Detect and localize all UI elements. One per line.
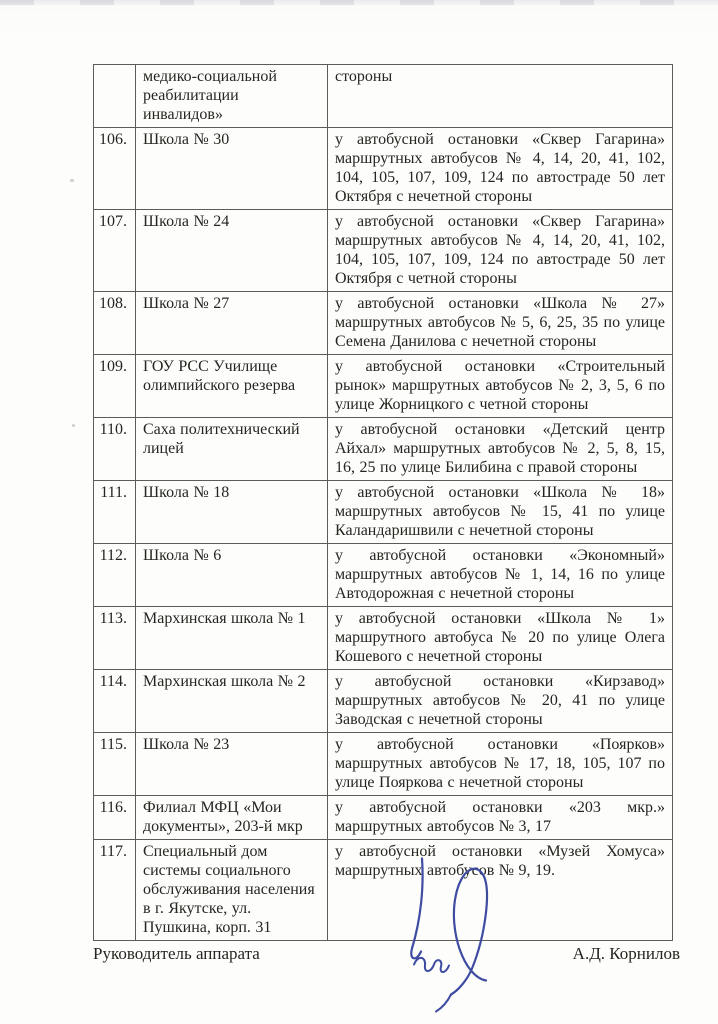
table-row <box>94 210 673 292</box>
row-number-cell: 114. <box>94 670 136 733</box>
institution-cell: Филиал МФЦ «Мои документы», 203-й мкр <box>136 796 328 840</box>
table-row <box>94 670 673 733</box>
row-number-cell: 113. <box>94 607 136 670</box>
institution-cell: Саха политехнический лицей <box>136 418 328 481</box>
scan-edge-artifact <box>0 0 718 5</box>
row-number-cell: 109. <box>94 355 136 418</box>
table-row <box>94 128 673 210</box>
row-number-cell: 107. <box>94 210 136 292</box>
location-cell: у автобусной остановки «Кирзавод» маршрутных автобусов № 20, 41 по улице Заводская с нечетной стороны <box>328 670 673 733</box>
location-cell: у автобусной остановки «203 мкр.» маршрутных автобусов № 3, 17 <box>328 796 673 840</box>
row-number-cell: 117. <box>94 840 136 941</box>
row-number-cell: 112. <box>94 544 136 607</box>
location-cell: у автобусной остановки «Детский центр Айхал» маршрутных автобусов № 2, 5, 8, 15, 16, 25 по улице Билибина с правой стороны <box>328 418 673 481</box>
table-row <box>94 481 673 544</box>
location-cell: у автобусной остановки «Сквер Гагарина» маршрутных автобусов № 4, 14, 20, 41, 102, 104, 105, 107, 109, 124 по автостраде 50 лет Октября с нечетной стороны <box>328 128 673 210</box>
row-number-cell: 106. <box>94 128 136 210</box>
location-cell: у автобусной остановки «Экономный» маршрутных автобусов № 1, 14, 16 по улице Автодорожная с нечетной стороны <box>328 544 673 607</box>
table-row <box>94 355 673 418</box>
footer-signer-name: А.Д. Корнилов <box>572 944 680 963</box>
scan-speck <box>628 139 632 142</box>
table-row <box>94 292 673 355</box>
location-cell: у автобусной остановки «Поярков» маршрутных автобусов № 17, 18, 105, 107 по улице Пояркова с нечетной стороны <box>328 733 673 796</box>
institution-cell: Школа № 30 <box>136 128 328 210</box>
institution-cell: Школа № 24 <box>136 210 328 292</box>
row-number-cell: 115. <box>94 733 136 796</box>
footer-position-title: Руководитель аппарата <box>93 944 260 963</box>
location-cell: у автобусной остановки «Школа № 1» маршрутного автобуса № 20 по улице Олега Кошевого с нечетной стороны <box>328 607 673 670</box>
scan-speck <box>70 179 74 182</box>
institution-cell: Школа № 18 <box>136 481 328 544</box>
row-number-cell: 111. <box>94 481 136 544</box>
row-number-cell <box>94 65 136 128</box>
institution-cell: Школа № 6 <box>136 544 328 607</box>
institution-cell: Школа № 23 <box>136 733 328 796</box>
signature-block <box>93 944 680 964</box>
institution-cell: Специальный дом системы социального обслуживания населения в г. Якутске, ул. Пушкина, корп. 31 <box>136 840 328 941</box>
location-cell: у автобусной остановки «Строительный рынок» маршрутных автобусов № 2, 3, 5, 6 по улице Жорницкого с четной стороны <box>328 355 673 418</box>
table-row <box>94 544 673 607</box>
location-cell: у автобусной остановки «Школа № 27» маршрутных автобусов № 5, 6, 25, 35 по улице Семена Данилова с нечетной стороны <box>328 292 673 355</box>
row-number-cell: 110. <box>94 418 136 481</box>
table-row <box>94 733 673 796</box>
location-cell: у автобусной остановки «Сквер Гагарина» маршрутных автобусов № 4, 14, 20, 41, 102, 104, 105, 107, 109, 124 по автостраде 50 лет Октября с четной стороны <box>328 210 673 292</box>
table-row <box>94 607 673 670</box>
table-row <box>94 796 673 840</box>
bus-stops-table <box>93 64 673 941</box>
location-cell: у автобусной остановки «Школа № 18» маршрутных автобусов № 15, 41 по улице Каландаришвили с нечетной стороны <box>328 481 673 544</box>
institution-cell: Мархинская школа № 1 <box>136 607 328 670</box>
row-number-cell: 116. <box>94 796 136 840</box>
table-row <box>94 418 673 481</box>
institution-cell: Школа № 27 <box>136 292 328 355</box>
scan-speck <box>72 424 75 427</box>
table-row <box>94 840 673 941</box>
institution-cell: Мархинская школа № 2 <box>136 670 328 733</box>
institution-cell: ГОУ РСС Училище олимпийского резерва <box>136 355 328 418</box>
location-cell: у автобусной остановки «Музей Хомуса» маршрутных автобусов № 9, 19. <box>328 840 673 941</box>
table-row <box>94 65 673 128</box>
location-cell: стороны <box>328 65 673 128</box>
row-number-cell: 108. <box>94 292 136 355</box>
institution-cell: медико-социальной реабилитации инвалидов» <box>136 65 328 128</box>
